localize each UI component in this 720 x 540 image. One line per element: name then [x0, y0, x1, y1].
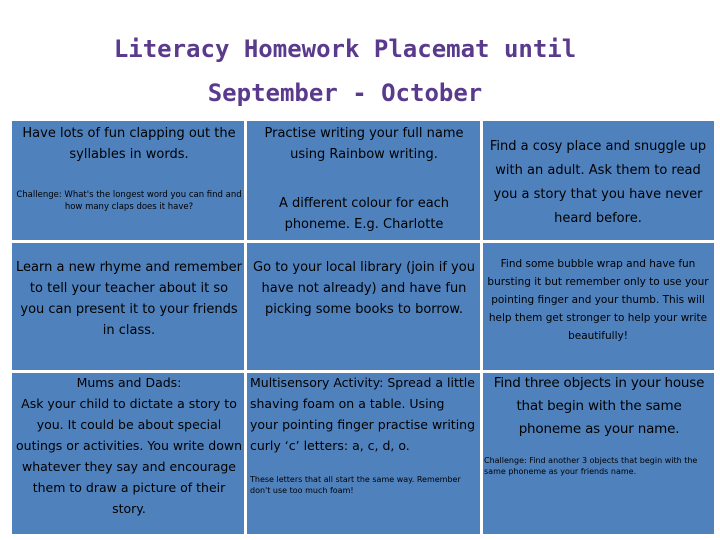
row-divider: [12, 240, 714, 243]
page-title-line-1: Literacy Homework Placemat until: [113, 35, 577, 63]
cell-clapping-syllables: Have lots of fun clapping out the syllables in words.: [22, 126, 236, 162]
cell-cosy-story: Find a cosy place and snuggle up with an adult. Ask them to read you a story that you have never heard before.: [489, 139, 707, 226]
cell-multisensory: Multisensory Activity: Spread a little shaving foam on a table. Using your pointing finger practise writing curly ‘c’ letters: a, c, d, o.: [250, 375, 476, 453]
column-divider: [244, 121, 247, 534]
cell-multisensory-note: These letters that all start the same way. Remember don't use too much foam!: [250, 475, 461, 495]
cell-dictate-story: Ask your child to dictate a story to you. It could be about special outings or activities. You write down whatever they say and encourage them to draw a picture of their story.: [16, 396, 242, 516]
cell-learn-rhyme: Learn a new rhyme and remember to tell your teacher about it so you can present it to your friends in class.: [16, 260, 242, 338]
cell-rainbow-writing: Practise writing your full name using Rainbow writing.: [264, 126, 464, 162]
cell-local-library: Go to your local library (join if you have not already) and have fun picking some books to borrow.: [253, 260, 475, 317]
cell-rainbow-phoneme: A different colour for each phoneme. E.g. Charlotte: [278, 196, 450, 232]
cell-clapping-challenge: Challenge: What's the longest word you can find and how many claps does it have?: [16, 190, 242, 212]
column-divider: [480, 121, 483, 534]
cell-three-objects-challenge: Challenge: Find another 3 objects that begin with the same phoneme as your friends name.: [484, 456, 698, 476]
cell-bubble-wrap: Find some bubble wrap and have fun bursting it but remember only to use your pointing finger and your thumb. This will help them get stronger to help your write beautifully!: [487, 258, 709, 342]
cell-mums-dads-heading: Mums and Dads:: [76, 375, 182, 390]
page-title-line-2: September - October: [207, 79, 483, 107]
cell-three-objects: Find three objects in your house that begin with the same phoneme as your name.: [493, 375, 705, 437]
homework-grid: [12, 121, 714, 534]
